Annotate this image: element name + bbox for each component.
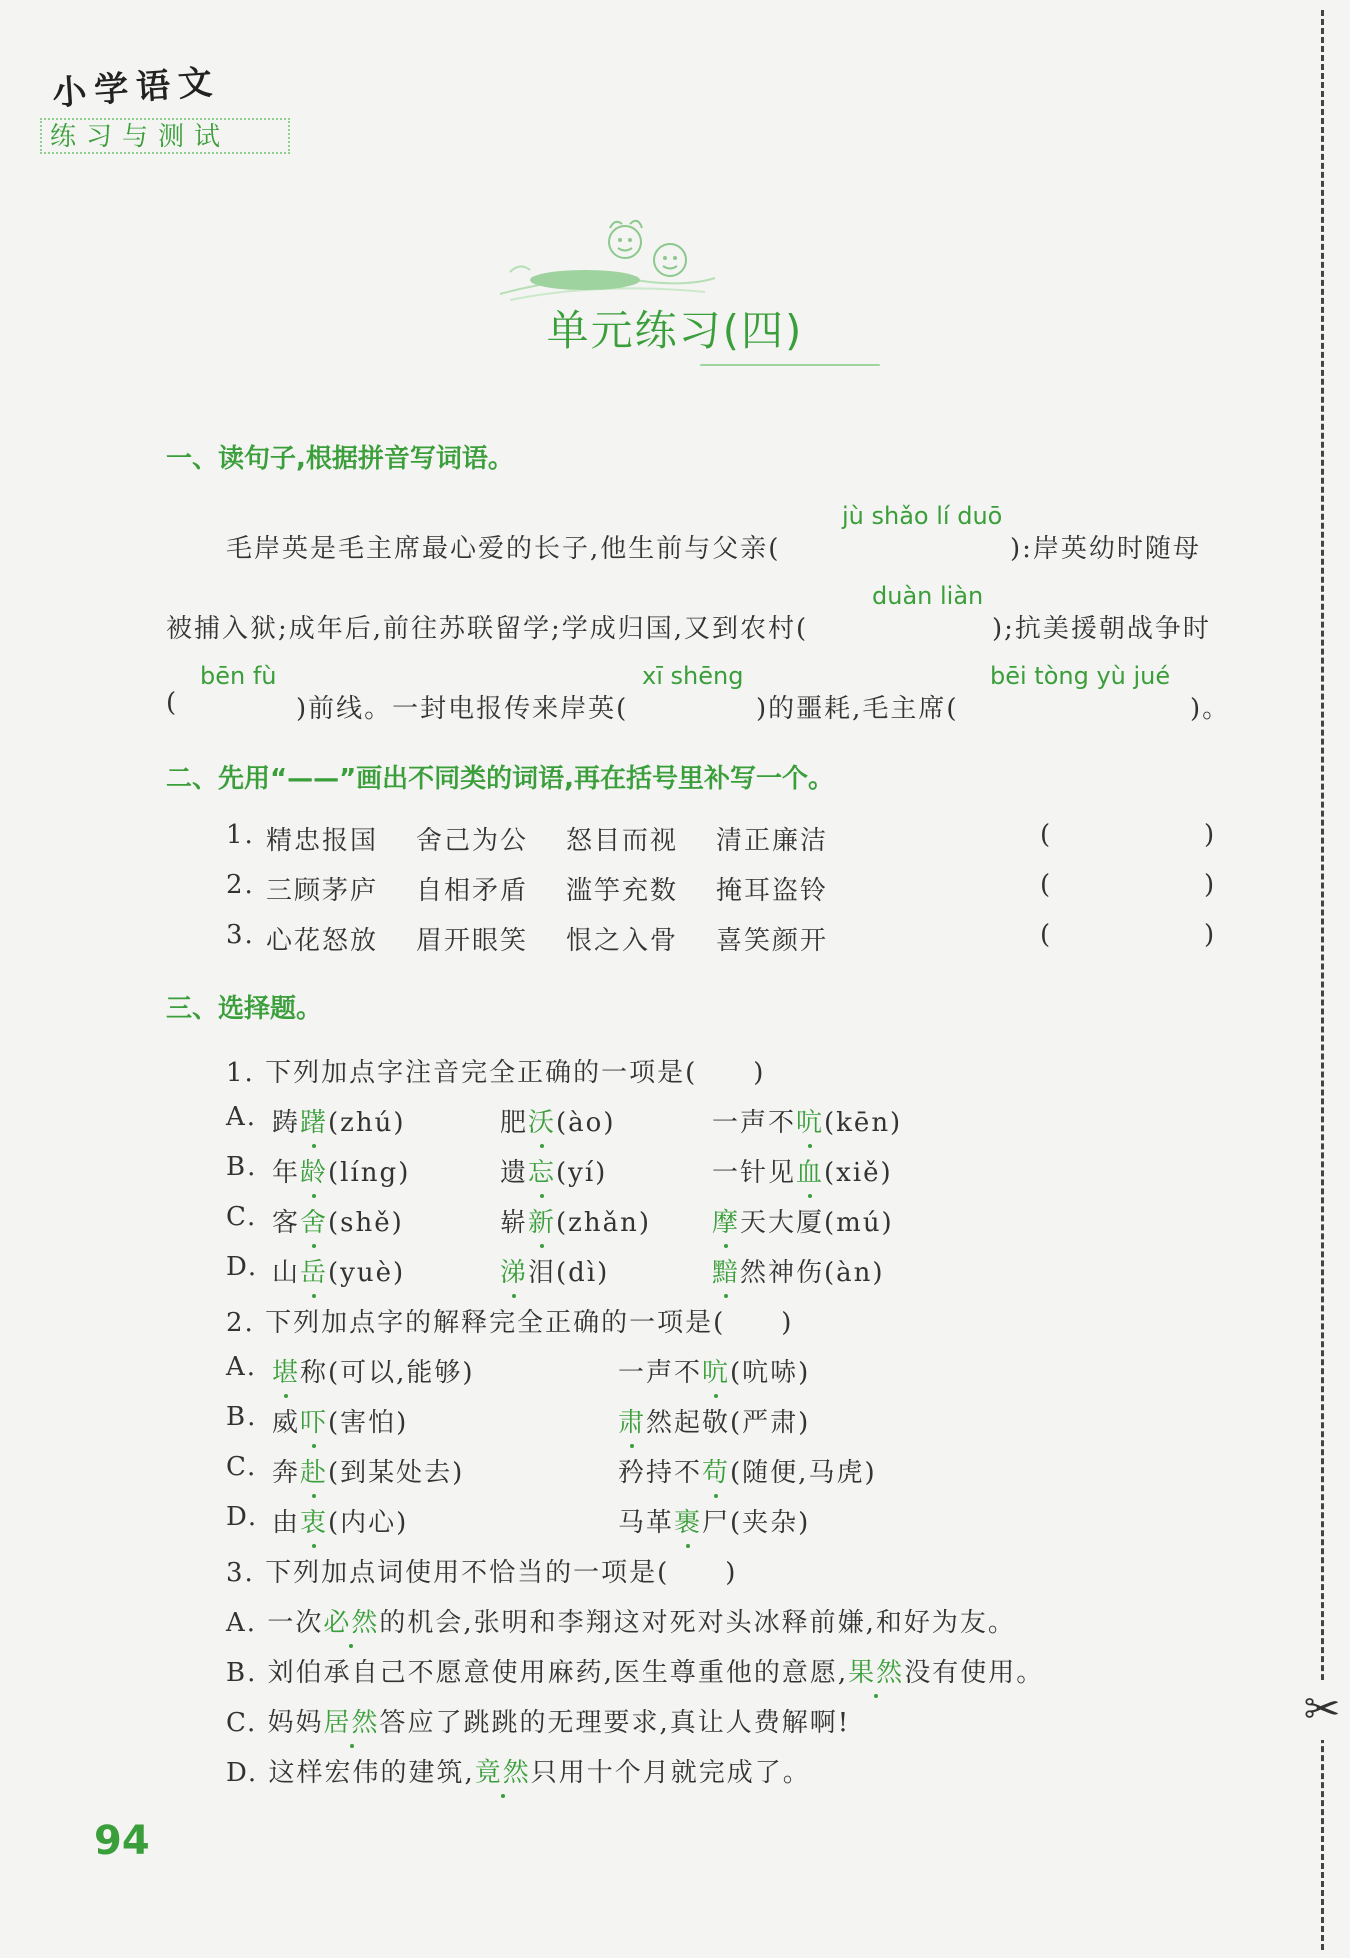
text-fragment: 一声不 [618,1358,703,1388]
text-fragment: C. [226,1708,258,1738]
dotted-char: 苟 [702,1458,731,1488]
q1-option-label[interactable]: A. [226,1102,258,1132]
text-fragment: 威 [272,1408,301,1438]
q1-option-label[interactable]: B. [226,1152,258,1182]
text-fragment: 矜持不 [618,1458,703,1488]
dotted-char: 摩 [712,1208,741,1238]
q1a-col2 [500,1102,615,1139]
q1b-col2 [500,1152,607,1189]
book-brand: 小学语文 [51,62,222,114]
text-fragment: D. [226,1758,259,1788]
text-fragment: 年 [272,1158,301,1188]
text-fragment: 只用十个月就完成了。 [530,1758,811,1788]
text-fragment: 客 [272,1208,301,1238]
q2-option-label[interactable]: A. [226,1352,258,1382]
q1a-col3 [712,1102,902,1139]
text-fragment: 刘伯承自己不愿意使用麻药,医生尊重他的意愿, [267,1658,849,1688]
text-fragment: 没有使用。 [904,1658,1045,1688]
dotted-char: 吓 [300,1408,329,1438]
q1-option-label[interactable]: D. [226,1252,259,1282]
text-fragment: 山 [272,1258,301,1288]
s2-row2-paren-close: ) [1204,870,1217,900]
s2-row1-word3: 怒目而视 [566,826,679,856]
q2b-col2 [618,1402,810,1439]
text-fragment: (到某处去) [328,1458,465,1488]
text-fragment: 崭 [500,1208,529,1238]
s2-row2-num: 2. [226,870,255,900]
text-fragment: 然起敬(严肃) [646,1408,811,1438]
q3-option-d[interactable] [226,1752,811,1789]
s2-row3-word1: 心花怒放 [266,926,379,956]
text-fragment: (yuè) [328,1258,406,1288]
q1d-col1 [272,1252,405,1289]
dotted-char: 岳 [300,1258,329,1288]
dotted-char: 裹 [674,1508,703,1538]
pinyin-5: bēi tòng yù jué [990,662,1171,690]
q2b-col1 [272,1402,408,1439]
pinyin-2: duàn liàn [872,582,984,610]
s1-line1-b: ):岸英幼时随母 [1010,534,1201,564]
s2-row1-paren-close: ) [1204,820,1217,850]
text-fragment: (ào) [556,1108,616,1138]
section2-heading: 二、先用“——”画出不同类的词语,再在括号里补写一个。 [166,764,835,794]
s1-line3-a: ( [166,688,179,718]
q1c-col2 [500,1202,651,1239]
s2-row3-word3: 恨之入骨 [566,926,679,956]
text-fragment: 马革 [618,1508,675,1538]
s2-row2-word1: 三顾茅庐 [266,876,379,906]
text-fragment: 一次 [267,1608,324,1638]
dotted-char: 黯 [712,1258,741,1288]
text-fragment: 肥 [500,1108,529,1138]
text-fragment: (zhú) [328,1108,406,1138]
text-fragment: 答应了跳跳的无理要求,真让人费解啊! [379,1708,851,1738]
s2-row1-word2: 舍己为公 [416,826,529,856]
scissors-icon: ✂ [1298,1680,1346,1740]
s2-row3-word2: 眉开眼笑 [416,926,529,956]
text-fragment: 奔 [272,1458,301,1488]
text-fragment: (líng) [328,1158,411,1188]
q2-option-label[interactable]: B. [226,1402,258,1432]
dotted-char: 龄 [300,1158,329,1188]
text-fragment: 妈妈 [267,1708,324,1738]
s2-row1-paren-open[interactable]: ( [1040,820,1053,850]
q2a-col2 [618,1352,810,1389]
text-fragment: 天大厦(mú) [740,1208,894,1238]
title-underline [700,364,880,366]
q2-option-label[interactable]: D. [226,1502,259,1532]
q2a-col1 [272,1352,475,1389]
dotted-char: 堪 [272,1358,301,1388]
dotted-char: 居然 [323,1708,380,1738]
text-fragment: B. [226,1658,258,1688]
q1c-col1 [272,1202,404,1239]
text-fragment: 称(可以,能够) [300,1358,475,1388]
s1-line3-c: )的噩耗,毛主席( [756,694,959,724]
q1b-col1 [272,1152,410,1189]
q3-stem: 3. 下列加点词使用不恰当的一项是( ) [226,1558,738,1588]
q1a-col1 [272,1102,406,1139]
s1-line2-a: 被捕入狱;成年后,前往苏联留学;学成归国,又到农村( [166,614,809,644]
text-fragment: 泪 [528,1258,557,1288]
pinyin-4: xī shēng [642,662,744,690]
q2d-col2 [618,1502,810,1539]
dotted-char: 舍 [300,1208,329,1238]
text-fragment: 踌 [272,1108,301,1138]
dotted-char: 涕 [500,1258,529,1288]
text-fragment: 的机会,张明和李翔这对死对头冰释前嫌,和好为友。 [379,1608,1016,1638]
s2-row2-word2: 自相矛盾 [416,876,529,906]
dotted-char: 果然 [848,1658,905,1688]
text-fragment: 一针见 [712,1158,797,1188]
q1-stem: 1. 下列加点字注音完全正确的一项是( ) [226,1058,766,1088]
q2c-col1 [272,1452,464,1489]
text-fragment: (随便,马虎) [730,1458,877,1488]
q2c-col2 [618,1452,877,1489]
pinyin-1: jù shǎo lí duō [842,502,1003,530]
text-fragment: (shě) [328,1208,404,1238]
s1-line2-b: );抗美援朝战争时 [992,614,1211,644]
page-number: 94 [94,1818,150,1864]
unit-title: 单元练习(四) [546,306,804,355]
text-fragment: (zhǎn) [556,1208,652,1238]
text-fragment: (xiě) [824,1158,893,1188]
text-fragment: 由 [272,1508,301,1538]
pinyin-3: bēn fù [200,662,277,690]
s2-row3-paren-close: ) [1204,920,1217,950]
text-fragment: 尸(夹杂) [702,1508,811,1538]
s2-row1-word1: 精忠报国 [266,826,379,856]
s2-row3-word4: 喜笑颜开 [716,926,829,956]
text-fragment: 一声不 [712,1108,797,1138]
text-fragment: 然神伤(àn) [740,1258,885,1288]
children-illustration-icon [490,212,720,307]
s2-row3-paren-open[interactable]: ( [1040,920,1053,950]
s2-row2-paren-open[interactable]: ( [1040,870,1053,900]
dotted-char: 吭 [702,1358,731,1388]
q1d-col3 [712,1252,885,1289]
s2-row1-num: 1. [226,820,255,850]
dotted-char: 新 [528,1208,557,1238]
text-fragment: (yí) [556,1158,608,1188]
s1-line3-b: )前线。一封电报传来岸英( [296,694,629,724]
text-fragment: (吭哧) [730,1358,811,1388]
text-fragment: 遗 [500,1158,529,1188]
dotted-char: 竟然 [474,1758,531,1788]
dotted-char: 衷 [300,1508,329,1538]
section3-heading: 三、选择题。 [166,994,323,1024]
dotted-char: 赴 [300,1458,329,1488]
q2d-col1 [272,1502,408,1539]
text-fragment: (dì) [556,1258,610,1288]
q3-option-b[interactable] [226,1652,1044,1689]
text-fragment: (kēn) [824,1108,903,1138]
s2-row2-word3: 滥竽充数 [566,876,679,906]
s2-row1-word4: 清正廉洁 [716,826,829,856]
s2-row3-num: 3. [226,920,255,950]
dotted-char: 躇 [300,1108,329,1138]
q1b-col3 [712,1152,893,1189]
s1-line3-d: )。 [1190,694,1231,724]
text-fragment: (害怕) [328,1408,409,1438]
q1d-col2 [500,1252,609,1289]
text-fragment: A. [226,1608,258,1638]
q1-option-label[interactable]: C. [226,1202,258,1232]
s1-line1-a: 毛岸英是毛主席最心爱的长子,他生前与父亲( [226,534,781,564]
dotted-char: 必然 [323,1608,380,1638]
s2-row2-word4: 掩耳盗铃 [716,876,829,906]
q2-stem: 2. 下列加点字的解释完全正确的一项是( ) [226,1308,794,1338]
dotted-char: 忘 [528,1158,557,1188]
q2-option-label[interactable]: C. [226,1452,258,1482]
text-fragment: 这样宏伟的建筑, [268,1758,475,1788]
text-fragment: (内心) [328,1508,409,1538]
section1-heading: 一、读句子,根据拼音写词语。 [166,444,514,474]
dotted-char: 吭 [796,1108,825,1138]
dotted-char: 沃 [528,1108,557,1138]
q3-option-a[interactable] [226,1602,1016,1639]
q3-option-c[interactable] [226,1702,850,1739]
cut-line [1321,10,1324,1950]
book-subtitle: 练习与测试 [40,118,290,154]
dotted-char: 肃 [618,1408,647,1438]
q1c-col3 [712,1202,894,1239]
dotted-char: 血 [796,1158,825,1188]
